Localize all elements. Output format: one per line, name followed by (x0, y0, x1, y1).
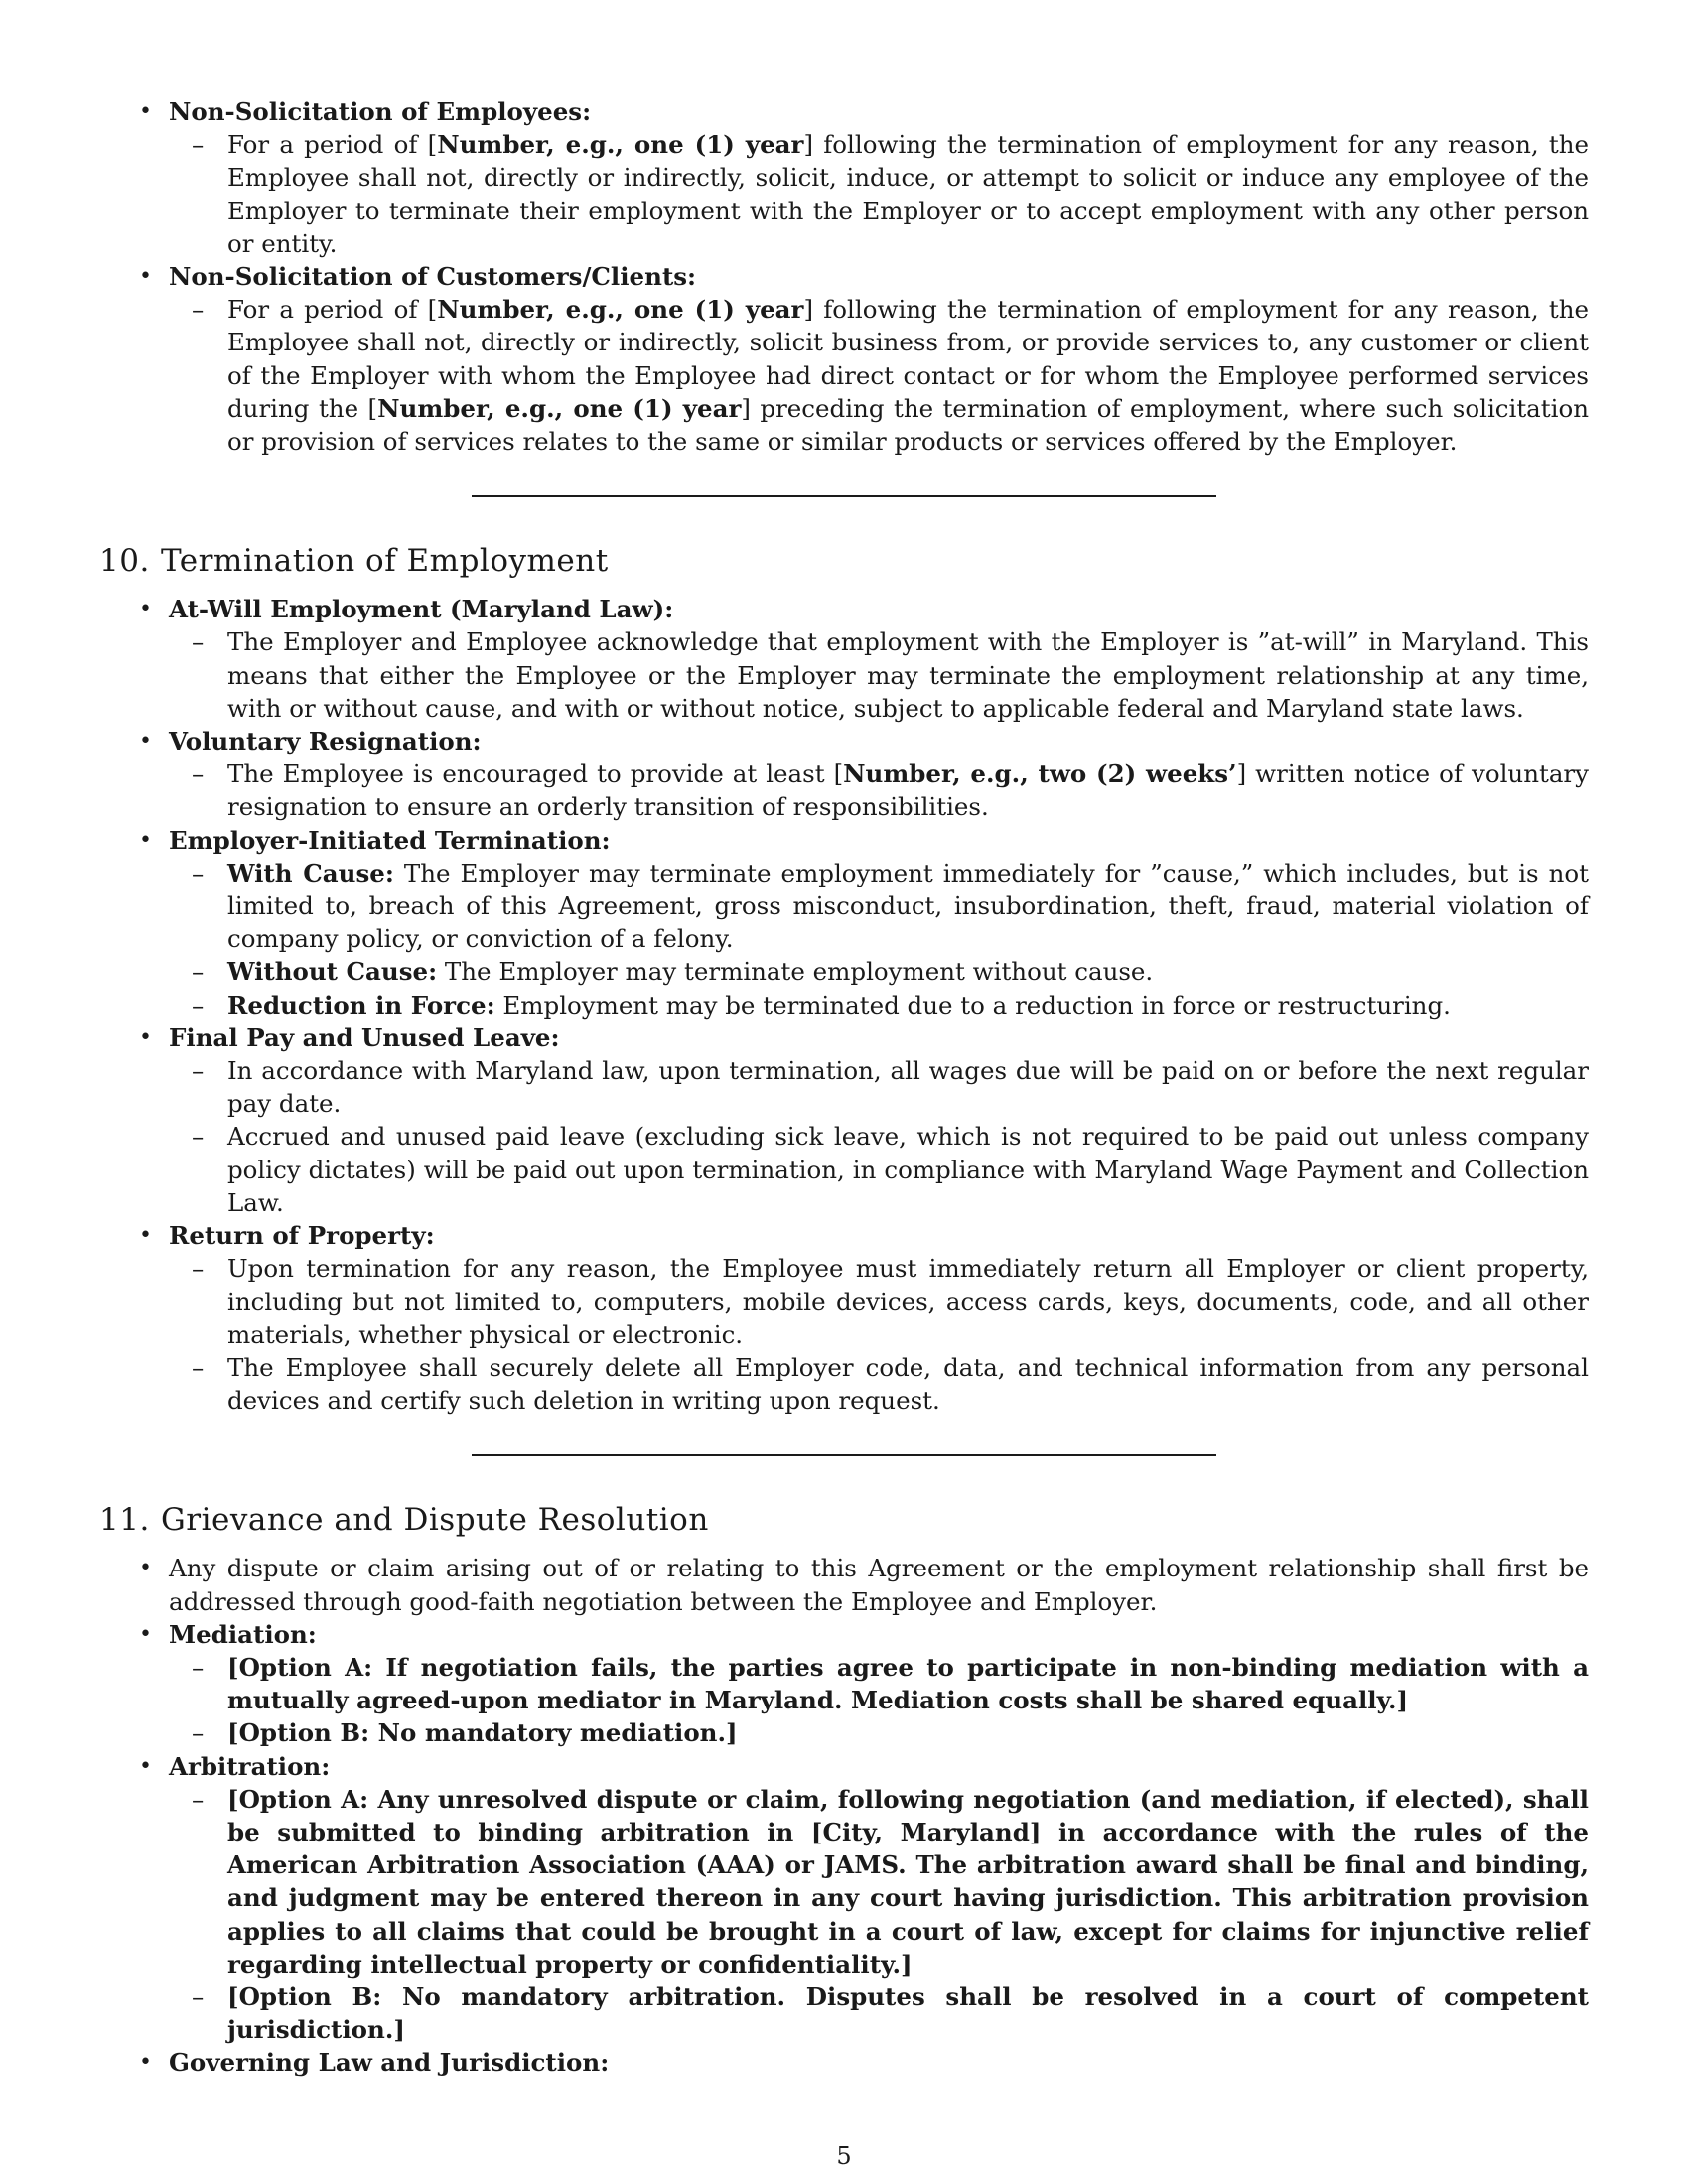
bullet-icon: • (139, 729, 152, 754)
section-10-heading: 10. Termination of Employment (99, 543, 609, 580)
sub-item: – For a period of [Number, e.g., one (1) year] following the termination of employment for any reason, the Employee shall not, directly or indirectly, solicit, induce, or attempt to solicit or induce any employee of the Employer to terminate their employment with the Employer or to accept employment with any other person or entity. (192, 130, 1590, 258)
bullet-icon: • (139, 1223, 152, 1249)
list-item: • Arbitration: – [Option A: Any unresolved dispute or claim, following negotiation (and mediation, if elected), shall be submitted to binding arbitration in [City, Maryland] in accordance with the rules of the American Arbitration Association (AAA) or JAMS. The arbitration award shall be final and binding, and judgment may be entered thereon in any court having jurisdiction. This arbitration provision applies to all claims that could be brought in a court of law, except for claims for injunctive relief regarding intellectual property or confidentiality.] – [Option B: No mandatory arbitration. Disputes shall be resolved in a court of competent jurisdiction.] (169, 1750, 1589, 2047)
bullet-icon: • (139, 99, 152, 124)
sub-item: – [Option B: No mandatory arbitration. Disputes shall be resolved in a court of competent jurisdiction.] (192, 1981, 1589, 2045)
list-item: • At-Will Employment (Maryland Law): – The Employer and Employee acknowledge that employment with the Employer is ”at-will” in Maryland. This means that either the Employee or the Employer may terminate the employment relationship at any time, with or without cause, and with or without notice, subject to applicable federal and Maryland state laws. (169, 593, 1589, 725)
dash-icon: – (192, 957, 205, 987)
dash-icon: – (192, 1122, 205, 1152)
dash-icon: – (192, 1718, 205, 1748)
dash-icon: – (192, 990, 205, 1020)
sub-item: – The Employee shall securely delete all Employer code, data, and technical information from any personal devices and certify such deletion in writing upon request. (192, 1352, 1589, 1416)
dash-icon: – (192, 759, 205, 789)
list-item (139, 260, 1590, 458)
sub-item: – Accrued and unused paid leave (excluding sick leave, which is not required to be paid out unless company policy dictates) will be paid out upon termination, in compliance with Maryland Wage Payment and Collection Law. (192, 1122, 1589, 1217)
bullet-icon: • (139, 827, 152, 853)
item-label: Non-Solicitation of Employees: (169, 97, 592, 126)
dash-icon: – (192, 1784, 205, 1814)
sub-item: – With Cause: The Employer may terminate employment immediately for ”cause,” which includes, but is not limited to, breach of this Agreement, gross misconduct, insubordination, theft, fraud, material violation of company policy, or conviction of a felony. (192, 858, 1589, 954)
dash-icon: – (192, 1056, 205, 1086)
sub-item: – Upon termination for any reason, the Employee must immediately return all Employer or client property, including but not limited to, computers, mobile devices, access cards, keys, documents, code, and all other materials, whether physical or electronic. (192, 1254, 1589, 1349)
document-page (99, 95, 1589, 2080)
list-item (139, 95, 1590, 260)
dash-icon: – (192, 295, 205, 325)
dash-icon: – (192, 130, 205, 160)
sub-item: – [Option A: If negotiation fails, the parties agree to participate in non-binding mediation with a mutually agreed-upon mediator in Maryland. Mediation costs shall be shared equally.] (192, 1652, 1589, 1715)
section-10-list (99, 593, 1589, 1417)
bullet-icon: • (139, 597, 152, 622)
section-divider (472, 495, 1216, 497)
non-solicitation-list (99, 95, 1589, 458)
bullet-icon: • (139, 1621, 152, 1647)
list-item: • Return of Property: – Upon termination for any reason, the Employee must immediately return all Employer or client property, including but not limited to, computers, mobile devices, access cards, keys, documents, code, and all other materials, whether physical or electronic. – The Employee shall securely delete all Employer code, data, and technical information from any personal devices and certify such deletion in writing upon request. (169, 1219, 1589, 1417)
section-divider (472, 1454, 1216, 1456)
sub-item: – Without Cause: The Employer may terminate employment without cause. (227, 955, 1589, 988)
bullet-icon: • (139, 1556, 152, 1581)
dash-icon: – (192, 1254, 205, 1284)
sub-item: – [Option A: Any unresolved dispute or claim, following negotiation (and mediation, if elected), shall be submitted to binding arbitration in [City, Maryland] in accordance with the rules of the American Arbitration Association (AAA) or JAMS. The arbitration award shall be final and binding, and judgment may be entered thereon in any court having jurisdiction. This arbitration provision applies to all claims that could be brought in a court of law, except for claims for injunctive relief regarding intellectual property or confidentiality.] (192, 1784, 1589, 1979)
list-item: • Mediation: – [Option A: If negotiation fails, the parties agree to participate in non-binding mediation with a mutually agreed-upon mediator in Maryland. Mediation costs shall be shared equally.] – [Option B: No mandatory mediation.] (169, 1618, 1589, 1750)
item-label: Non-Solicitation of Customers/Clients: (169, 262, 697, 292)
sub-item: – The Employee is encouraged to provide at least [Number, e.g., two (2) weeks’] written notice of voluntary resignation to ensure an orderly transition of responsibilities. (192, 759, 1589, 822)
dash-icon: – (192, 1652, 205, 1682)
sub-item: – Reduction in Force: Employment may be terminated due to a reduction in force or restructuring. (227, 989, 1589, 1022)
bullet-icon: • (139, 264, 152, 290)
dash-icon: – (192, 627, 205, 657)
sub-item: – In accordance with Maryland law, upon termination, all wages due will be paid on or before the next regular pay date. (192, 1056, 1589, 1119)
sub-item: – The Employer and Employee acknowledge that employment with the Employer is ”at-will” in Maryland. This means that either the Employee or the Employer may terminate the employment relationship at any time, with or without cause, and with or without notice, subject to applicable federal and Maryland state laws. (192, 627, 1589, 723)
sub-item: – For a period of [Number, e.g., one (1) year] following the termination of employment for any reason, the Employee shall not, directly or indirectly, solicit business from, or provide services to, any customer or client of the Employer with whom the Employee had direct contact or for whom the Employee performed services during the [Number, e.g., one (1) year] preceding the termination of employment, where such solicitation or provision of services relates to the same or similar products or services offered by the Employer. (192, 295, 1590, 457)
bullet-icon: • (139, 1753, 152, 1779)
section-11-list (99, 1552, 1589, 2079)
dash-icon: – (192, 1352, 205, 1382)
sub-item: – [Option B: No mandatory mediation.] (227, 1716, 1589, 1749)
bullet-icon: • (139, 2050, 152, 2076)
dash-icon: – (192, 858, 205, 887)
list-item: • Voluntary Resignation: – The Employee is encouraged to provide at least [Number, e.g., two (2) weeks’] written notice of voluntary resignation to ensure an orderly transition of responsibilities. (169, 725, 1589, 824)
list-item: • Employer-Initiated Termination: – With Cause: The Employer may terminate employment immediately for ”cause,” which includes, but is not limited to, breach of this Agreement, gross misconduct, insubordination, theft, fraud, material violation of company policy, or conviction of a felony. – Without Cause: The Employer may terminate employment without cause. – Reduction in Force: Employment may be terminated due to a reduction in force or restructuring. (169, 824, 1589, 1022)
bullet-icon: • (139, 1024, 152, 1050)
list-item: • Governing Law and Jurisdiction: (169, 2046, 1589, 2079)
list-item: • Any dispute or claim arising out of or relating to this Agreement or the employment relationship shall first be addressed through good-faith negotiation between the Employee and Employer. (139, 1554, 1589, 1616)
page-number: 5 (836, 2142, 852, 2170)
dash-icon: – (192, 1981, 205, 2011)
list-item: • Final Pay and Unused Leave: – In accordance with Maryland law, upon termination, all wages due will be paid on or before the next regular pay date. – Accrued and unused paid leave (excluding sick leave, which is not required to be paid out unless company policy dictates) will be paid out upon termination, in compliance with Maryland Wage Payment and Collection Law. (169, 1022, 1589, 1219)
section-11-heading: 11. Grievance and Dispute Resolution (99, 1502, 709, 1539)
